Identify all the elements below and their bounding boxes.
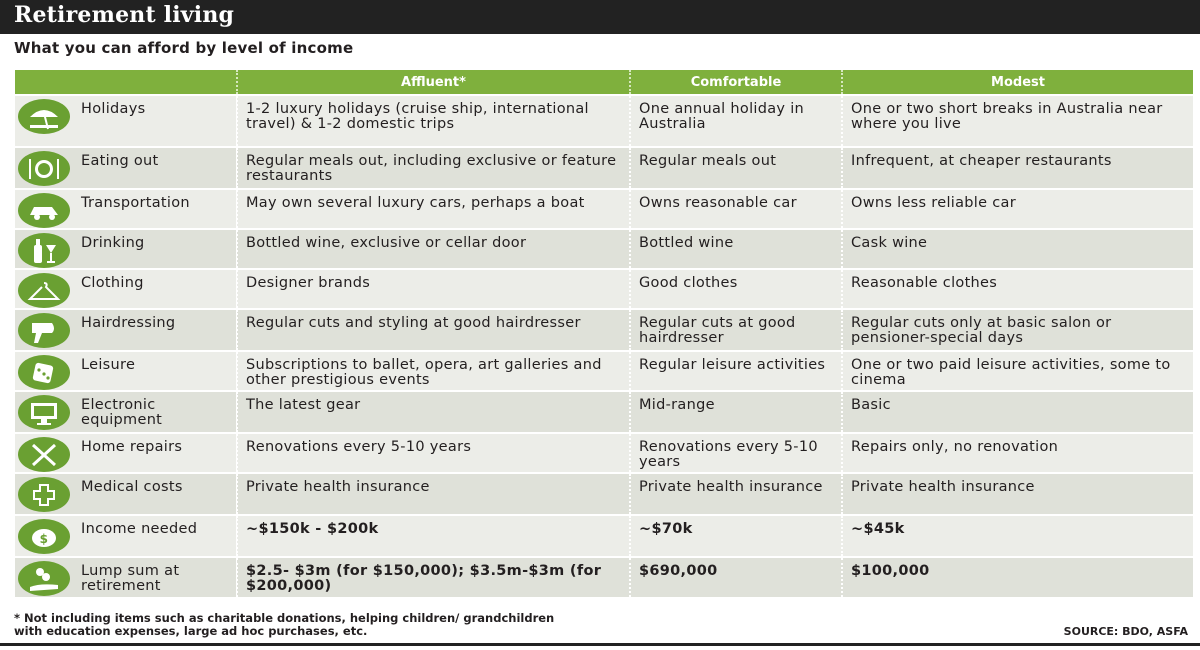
modest-cell: Private health insurance <box>842 473 1193 515</box>
modest-cell: Reasonable clothes <box>842 269 1193 309</box>
category-cell <box>15 433 237 473</box>
svg-text:$: $ <box>39 531 49 546</box>
category-cell <box>15 473 237 515</box>
category-cell <box>15 557 237 597</box>
category-label: Transportation <box>81 195 190 211</box>
comfortable-cell: Mid-range <box>630 391 842 433</box>
monitor-icon <box>18 395 70 430</box>
modest-cell: Repairs only, no renovation <box>842 433 1193 473</box>
table-row <box>15 147 1193 189</box>
table-row <box>15 473 1193 515</box>
table-row <box>15 189 1193 229</box>
hair-dryer-icon <box>18 313 70 348</box>
affluent-cell: $2.5- $3m (for $150,000); $3.5m-$3m (for $200,000) <box>237 557 630 597</box>
category-label: Holidays <box>81 101 146 117</box>
category-label: Medical costs <box>81 479 183 495</box>
affluent-cell: Designer brands <box>237 269 630 309</box>
affluent-cell: Subscriptions to ballet, opera, art galleries and other prestigious events <box>237 351 630 391</box>
category-cell <box>15 95 237 147</box>
comfortable-cell: Regular leisure activities <box>630 351 842 391</box>
table-row <box>15 391 1193 433</box>
comfortable-cell: Owns reasonable car <box>630 189 842 229</box>
category-cell <box>15 229 237 269</box>
plate-cutlery-icon <box>18 151 70 186</box>
tools-icon <box>18 437 70 472</box>
comfortable-cell: Regular meals out <box>630 147 842 189</box>
piggy-bank-icon <box>18 519 70 554</box>
comfortable-cell: Private health insurance <box>630 473 842 515</box>
affluent-cell: Renovations every 5-10 years <box>237 433 630 473</box>
affluent-cell: May own several luxury cars, perhaps a boat <box>237 189 630 229</box>
comfortable-cell: ~$70k <box>630 515 842 557</box>
modest-cell: Cask wine <box>842 229 1193 269</box>
modest-cell: Owns less reliable car <box>842 189 1193 229</box>
affluent-cell: ~$150k - $200k <box>237 515 630 557</box>
comfortable-cell: Regular cuts at good hairdresser <box>630 309 842 351</box>
modest-cell: One or two paid leisure activities, some to cinema <box>842 351 1193 391</box>
comfortable-cell: Renovations every 5-10 years <box>630 433 842 473</box>
category-label: Lump sum at retirement <box>81 563 180 594</box>
modest-cell: Infrequent, at cheaper restaurants <box>842 147 1193 189</box>
page-subtitle: What you can afford by level of income <box>14 39 354 57</box>
dice-icon <box>18 355 70 390</box>
modest-cell: One or two short breaks in Australia near where you live <box>842 95 1193 147</box>
title-bar <box>0 0 1200 34</box>
footnote: * Not including items such as charitable donations, helping children/ grandchildren with education expenses, large ad hoc purchases, etc. <box>14 611 555 638</box>
affluent-cell: Regular meals out, including exclusive or feature restaurants <box>237 147 630 189</box>
comfortable-cell: $690,000 <box>630 557 842 597</box>
page-title: Retirement living <box>14 2 235 28</box>
category-cell <box>15 269 237 309</box>
table-row <box>15 557 1193 597</box>
comfortable-cell: Good clothes <box>630 269 842 309</box>
wine-bottle-glass-icon <box>18 233 70 268</box>
category-label: Eating out <box>81 153 159 169</box>
category-cell <box>15 189 237 229</box>
modest-cell: Basic <box>842 391 1193 433</box>
table-row <box>15 229 1193 269</box>
category-label: Income needed <box>81 521 198 537</box>
bottom-rule <box>0 643 1200 646</box>
retirement-table <box>15 70 1193 597</box>
car-icon <box>18 193 70 228</box>
modest-cell: Regular cuts only at basic salon or pensioner-special days <box>842 309 1193 351</box>
category-cell <box>15 391 237 433</box>
clothes-hanger-icon <box>18 273 70 308</box>
comfortable-cell: One annual holiday in Australia <box>630 95 842 147</box>
category-cell <box>15 147 237 189</box>
header-category <box>15 70 237 95</box>
beach-umbrella-icon <box>18 99 70 134</box>
category-label: Hairdressing <box>81 315 176 331</box>
modest-cell: $100,000 <box>842 557 1193 597</box>
category-label: Home repairs <box>81 439 183 455</box>
category-cell <box>15 515 237 557</box>
category-label: Drinking <box>81 235 145 251</box>
source-credit: SOURCE: BDO, ASFA <box>1063 625 1188 638</box>
header-modest: Modest <box>842 70 1193 95</box>
affluent-cell: The latest gear <box>237 391 630 433</box>
affluent-cell: Bottled wine, exclusive or cellar door <box>237 229 630 269</box>
affluent-cell: 1-2 luxury holidays (cruise ship, international travel) & 1-2 domestic trips <box>237 95 630 147</box>
table-row <box>15 269 1193 309</box>
modest-cell: ~$45k <box>842 515 1193 557</box>
category-label: Leisure <box>81 357 136 373</box>
table-row <box>15 515 1193 557</box>
category-label: Electronic equipment <box>81 397 163 428</box>
coins-hand-icon <box>18 561 70 596</box>
affluent-cell: Regular cuts and styling at good hairdresser <box>237 309 630 351</box>
medical-cross-icon <box>18 477 70 512</box>
table-row <box>15 351 1193 391</box>
table-header-row <box>15 70 1193 95</box>
header-comfortable: Comfortable <box>630 70 842 95</box>
header-affluent: Affluent* <box>237 70 630 95</box>
affluent-cell: Private health insurance <box>237 473 630 515</box>
category-label: Clothing <box>81 275 144 291</box>
table-row <box>15 433 1193 473</box>
table-row <box>15 95 1193 147</box>
table-row <box>15 309 1193 351</box>
category-cell <box>15 309 237 351</box>
comfortable-cell: Bottled wine <box>630 229 842 269</box>
category-cell <box>15 351 237 391</box>
